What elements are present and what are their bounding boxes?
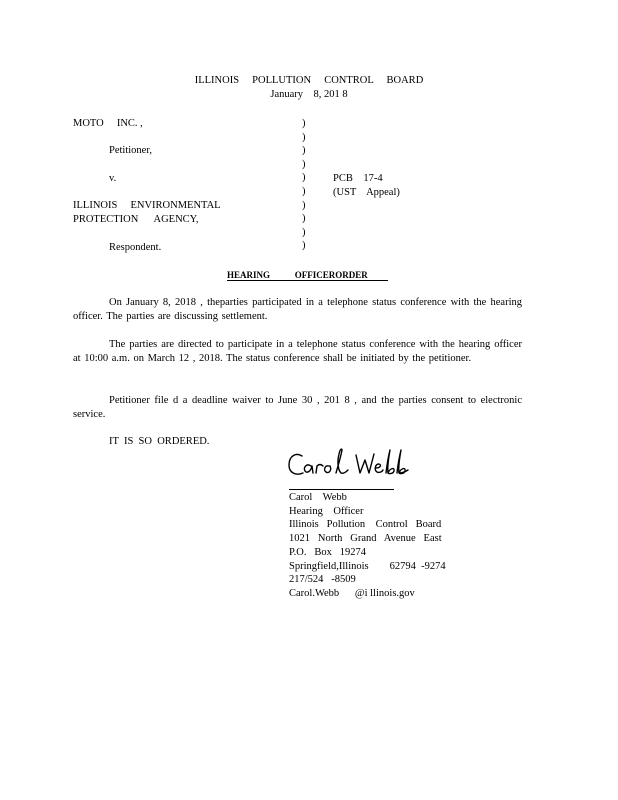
paragraph-3-text: Petitioner file d a deadline waiver to June 30 , 201 8 , and the parties consent to electronic service. — [73, 395, 522, 420]
signer-organization: Illinois Pollution Control Board — [289, 519, 442, 531]
signer-title: Hearing Officer — [289, 505, 364, 517]
case-number: PCB 17-4 — [333, 173, 383, 184]
order-title: HEARING OFFICERORDER — [227, 270, 368, 280]
case-type: (UST Appeal) — [333, 187, 400, 198]
signer-po-box: P.O. Box 19274 — [289, 546, 367, 558]
signer-email: Carol.Webb @i llinois.gov — [289, 587, 415, 599]
signer-phone: 217/524 -8509 — [289, 574, 356, 586]
caption-parentheses: ) ) ) ) ) ) ) ) ) ) — [302, 118, 306, 252]
paragraph-2-text: The parties are directed to participate in a telephone status conference with the hearing officer at 10:00 a.m. on March 12 , 2018. The status conference shall be initiated by the petitioner. — [73, 339, 522, 364]
paragraph-1 — [73, 296, 522, 324]
agency-name: ILLINOIS POLLUTION CONTROL BOARD — [194, 75, 424, 86]
paragraph-2 — [73, 338, 522, 366]
paragraph-3 — [73, 394, 522, 422]
header-date: January 8, 201 8 — [270, 88, 348, 100]
signer-city: Springfield,Illinois 62794 -9274 — [289, 560, 446, 572]
paragraph-1-text: On January 8, 2018 , theparties participated in a telephone status conference with the hearing officer. The parties are discussing settlement. — [73, 297, 522, 322]
respondent-name-line1: ILLINOIS ENVIRONMENTAL — [73, 200, 221, 211]
respondent-name-line2: PROTECTION AGENCY, — [73, 214, 199, 225]
closing-statement: IT IS SO ORDERED. — [109, 436, 210, 447]
signer-name: Carol Webb — [289, 492, 347, 503]
petitioner-role: Petitioner, — [109, 145, 153, 156]
signer-street: 1021 North Grand Avenue East — [289, 533, 442, 545]
handwritten-signature — [286, 446, 416, 486]
petitioner-name: MOTO INC. , — [73, 118, 143, 129]
versus-label: v. — [109, 173, 117, 184]
signature-block — [289, 491, 446, 601]
order-title-underline — [227, 280, 388, 281]
respondent-role: Respondent. — [109, 242, 162, 253]
document-header — [0, 74, 618, 101]
signature-line — [289, 489, 394, 490]
